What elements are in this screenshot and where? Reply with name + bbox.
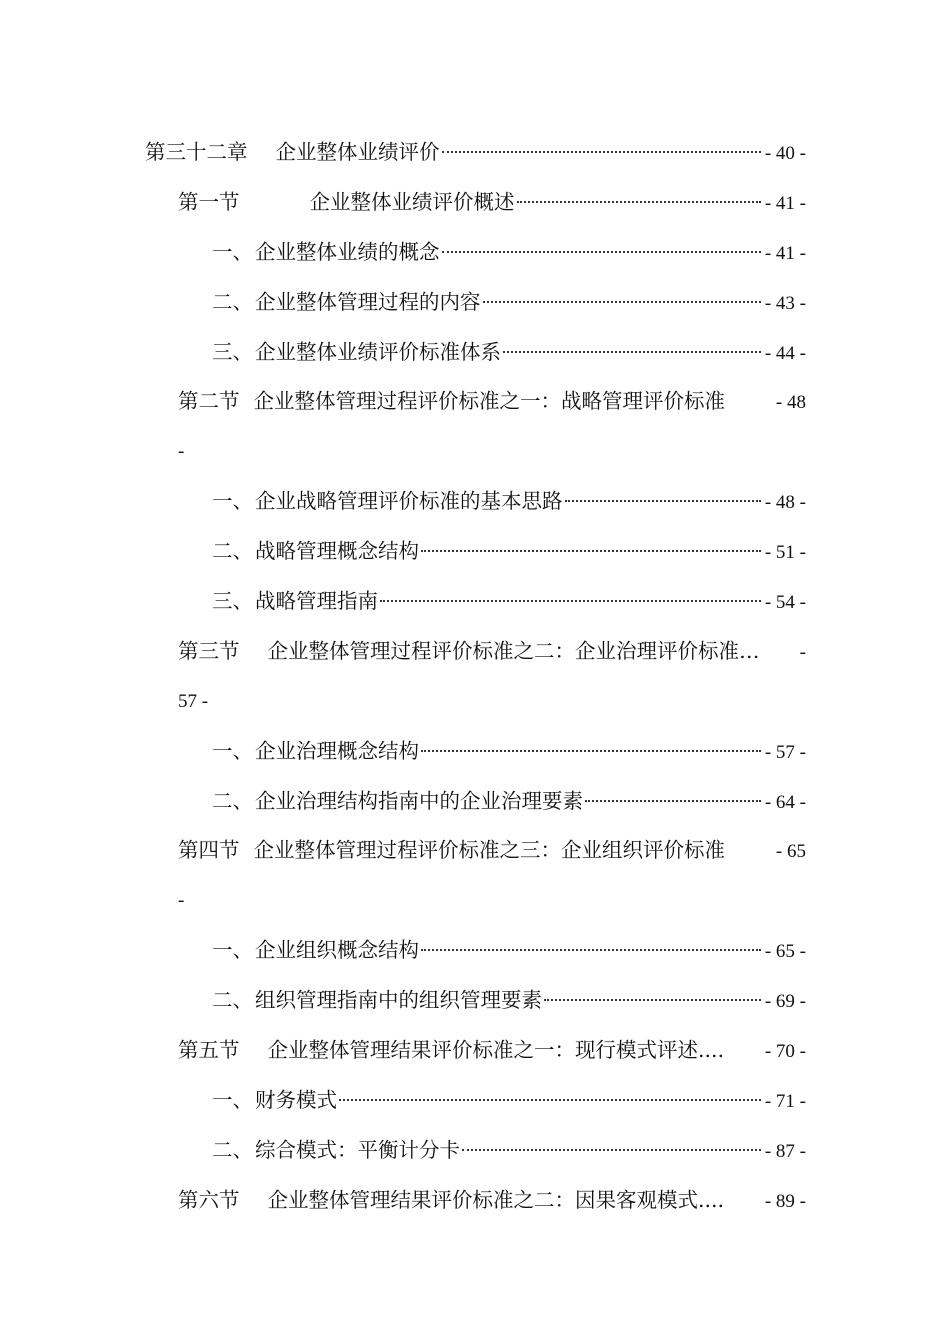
toc-page-number: - 87 - bbox=[764, 1140, 806, 1162]
toc-row bbox=[0, 876, 950, 926]
toc-row bbox=[0, 926, 950, 976]
toc-row bbox=[0, 477, 950, 527]
toc-dot-leader bbox=[442, 251, 761, 253]
toc-page-number: - 69 - bbox=[764, 991, 806, 1013]
toc-page-number-continuation: - bbox=[178, 441, 185, 463]
toc-entry-title: 企业组织概念结构 bbox=[255, 938, 419, 963]
toc-page-number: - bbox=[799, 641, 806, 663]
toc-row bbox=[0, 178, 950, 228]
toc-entry[interactable] bbox=[145, 128, 806, 179]
toc-entry-number: 一、 bbox=[212, 489, 253, 514]
toc-entry[interactable] bbox=[212, 328, 806, 379]
toc-entry[interactable] bbox=[212, 228, 806, 279]
toc-dot-leader bbox=[544, 999, 761, 1001]
toc-entry-title: 战略管理概念结构 bbox=[255, 539, 419, 564]
toc-entry-title: 企业整体业绩评价概述 bbox=[309, 189, 515, 214]
toc-entry[interactable] bbox=[178, 627, 806, 678]
toc-dot-leader bbox=[421, 949, 761, 951]
toc-row bbox=[0, 577, 950, 627]
toc-entry-title: 企业战略管理评价标准的基本思路 bbox=[255, 489, 563, 514]
toc-entry[interactable] bbox=[212, 1126, 806, 1177]
toc-entry-title: 企业整体管理过程的内容 bbox=[255, 289, 481, 314]
toc-row bbox=[0, 278, 950, 328]
toc-page-number: - 65 - bbox=[764, 941, 806, 963]
toc-dot-leader bbox=[483, 301, 761, 303]
toc-page-number: - 70 - bbox=[764, 1041, 806, 1063]
toc-entry-number: 二、 bbox=[212, 988, 253, 1013]
toc-row bbox=[0, 1126, 950, 1176]
toc-dot-leader bbox=[380, 600, 761, 602]
toc-entry-title: 企业治理概念结构 bbox=[255, 738, 419, 763]
toc-row bbox=[0, 328, 950, 378]
toc-page-number-continuation: 57 - bbox=[178, 690, 209, 712]
toc-entry[interactable] bbox=[178, 377, 806, 428]
toc-entry-number: 三、 bbox=[212, 339, 253, 364]
toc-dot-leader bbox=[503, 351, 761, 353]
toc-entry[interactable] bbox=[212, 777, 806, 828]
toc-entry-title: 企业整体管理结果评价标准之一：现行模式评述.... bbox=[267, 1038, 725, 1063]
toc-entry-title: 企业整体管理过程评价标准之三：企业组织评价标准 bbox=[253, 838, 725, 863]
toc-entry[interactable] bbox=[212, 1076, 806, 1127]
toc-page-number: - 44 - bbox=[764, 342, 806, 364]
toc-entry-number: 第二节 bbox=[178, 389, 240, 414]
toc-entry[interactable] bbox=[178, 826, 806, 877]
toc-entry-number: 第一节 bbox=[178, 189, 240, 214]
toc-entry-number: 一、 bbox=[212, 1087, 253, 1112]
toc-dot-leader bbox=[442, 151, 761, 153]
toc-entry-number: 第三十二章 bbox=[145, 140, 248, 164]
toc-entry-number: 一、 bbox=[212, 239, 253, 264]
toc-row bbox=[0, 1176, 950, 1226]
toc-page-number: - 64 - bbox=[764, 791, 806, 813]
toc-page-number: - 51 - bbox=[764, 542, 806, 564]
toc-page-number: - 71 - bbox=[764, 1090, 806, 1112]
toc-page-number: - 40 - bbox=[764, 143, 806, 164]
toc-row bbox=[0, 427, 950, 477]
toc-row bbox=[0, 677, 950, 727]
toc-page-number: - 43 - bbox=[764, 292, 806, 314]
toc-entry[interactable] bbox=[212, 926, 806, 977]
toc-entry[interactable] bbox=[212, 477, 806, 528]
toc-row bbox=[0, 228, 950, 278]
toc-dot-leader bbox=[585, 800, 761, 802]
toc-entry-title: 组织管理指南中的组织管理要素 bbox=[255, 988, 542, 1013]
toc-entry[interactable] bbox=[212, 527, 806, 578]
toc-entry[interactable] bbox=[178, 178, 806, 229]
toc-page-number: - 89 - bbox=[764, 1190, 806, 1212]
toc-entry-number: 一、 bbox=[212, 938, 253, 963]
toc-dot-leader bbox=[421, 550, 761, 552]
toc-entry[interactable] bbox=[178, 1176, 806, 1227]
toc-entry-title: 企业整体业绩评价标准体系 bbox=[255, 339, 501, 364]
toc-dot-leader bbox=[462, 1149, 761, 1151]
toc-entry-title: 综合模式：平衡计分卡 bbox=[255, 1137, 460, 1162]
toc-entry-number: 二、 bbox=[212, 289, 253, 314]
toc-dot-leader bbox=[565, 500, 761, 502]
toc-entry-number: 二、 bbox=[212, 1137, 253, 1162]
toc-row bbox=[0, 1026, 950, 1076]
toc-page-number: - 41 - bbox=[764, 242, 806, 264]
toc-entry-title: 企业治理结构指南中的企业治理要素 bbox=[255, 788, 583, 813]
toc-entry-number: 第六节 bbox=[178, 1187, 240, 1212]
toc-entry-number: 第四节 bbox=[178, 838, 240, 863]
toc-entry[interactable] bbox=[212, 976, 806, 1027]
toc-page-number: - 57 - bbox=[764, 741, 806, 763]
toc-entry-number: 第五节 bbox=[178, 1038, 240, 1063]
toc-row bbox=[0, 1076, 950, 1126]
toc-entry-title: 企业整体管理结果评价标准之二：因果客观模式.... bbox=[267, 1187, 725, 1212]
toc-dot-leader bbox=[339, 1099, 761, 1101]
toc-entry-number: 二、 bbox=[212, 788, 253, 813]
toc-page-number: - 48 bbox=[775, 392, 806, 414]
toc-row bbox=[0, 128, 950, 178]
toc-page-number: - 54 - bbox=[764, 592, 806, 614]
toc-page-number: - 41 - bbox=[764, 192, 806, 214]
toc-entry-title: 战略管理指南 bbox=[255, 589, 378, 614]
toc-page-number: - 48 - bbox=[764, 492, 806, 514]
toc-dot-leader bbox=[421, 750, 761, 752]
table-of-contents bbox=[0, 128, 950, 1226]
toc-row bbox=[0, 527, 950, 577]
toc-row bbox=[0, 777, 950, 827]
toc-row bbox=[0, 826, 950, 876]
toc-entry-number: 一、 bbox=[212, 738, 253, 763]
toc-entry-title: 企业整体业绩评价 bbox=[275, 140, 440, 164]
toc-entry-number: 二、 bbox=[212, 539, 253, 564]
toc-page-number: - 65 bbox=[775, 841, 806, 863]
toc-entry-title: 财务模式 bbox=[255, 1087, 337, 1112]
toc-entry[interactable] bbox=[212, 577, 806, 628]
toc-dot-leader bbox=[517, 201, 761, 203]
toc-entry[interactable] bbox=[212, 727, 806, 778]
toc-entry-number: 三、 bbox=[212, 589, 253, 614]
toc-entry-title: 企业整体业绩的概念 bbox=[255, 239, 440, 264]
toc-row bbox=[0, 976, 950, 1026]
toc-row bbox=[0, 727, 950, 777]
toc-entry-number: 第三节 bbox=[178, 638, 240, 663]
toc-entry[interactable] bbox=[178, 1026, 806, 1077]
toc-page-number-continuation: - bbox=[178, 890, 185, 912]
toc-row bbox=[0, 377, 950, 427]
toc-row bbox=[0, 627, 950, 677]
toc-entry-title: 企业整体管理过程评价标准之一：战略管理评价标准 bbox=[253, 389, 725, 414]
toc-entry-title: 企业整体管理过程评价标准之二：企业治理评价标准… bbox=[267, 638, 760, 663]
toc-entry[interactable] bbox=[212, 278, 806, 329]
